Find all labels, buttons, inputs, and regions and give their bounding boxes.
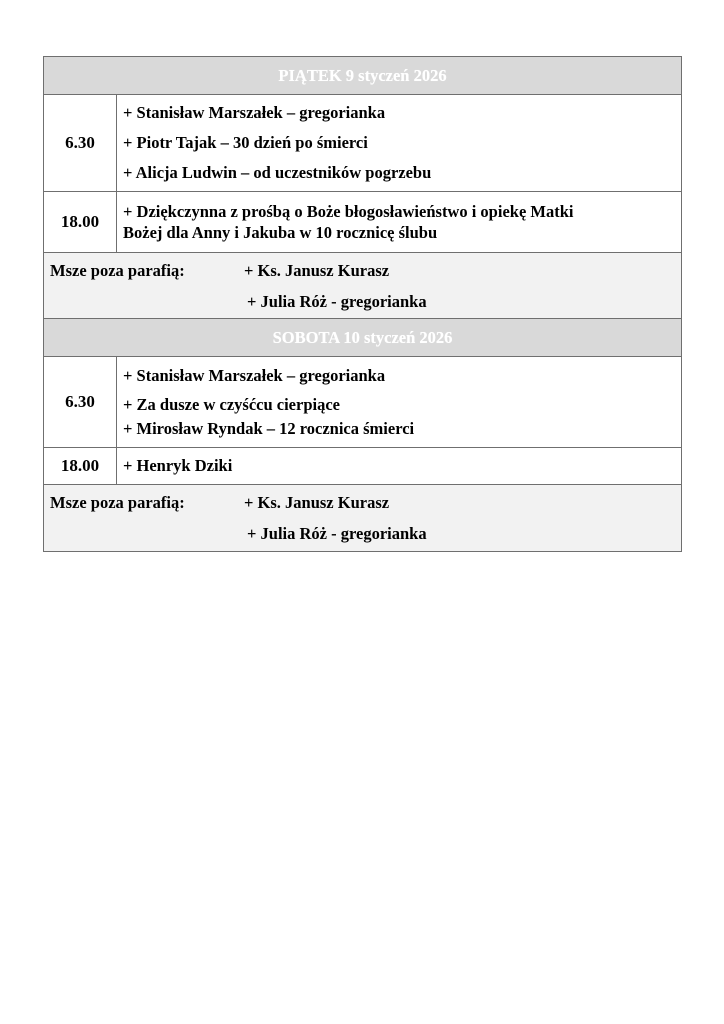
outside-mass-item: + Julia Róż - gregorianka [247,524,427,543]
mass-time: 6.30 [44,95,117,192]
day-header-row [44,57,682,95]
mass-intentions [117,192,682,253]
mass-time: 18.00 [44,192,117,253]
intention: + Stanisław Marszałek – gregorianka [123,103,386,122]
intention: + Stanisław Marszałek – gregorianka [123,365,386,385]
day-header: SOBOTA 10 styczeń 2026 [44,319,682,357]
mass-row [44,95,682,192]
mass-intentions [117,357,682,448]
outside-masses-label: Msze poza parafią: [50,493,185,512]
outside-mass-item: + Julia Róż - gregorianka [247,291,427,311]
mass-intentions [117,448,682,485]
mass-row [44,448,682,485]
day-header: PIĄTEK 9 styczeń 2026 [44,57,682,95]
day-header-row [44,319,682,357]
intention: + Mirosław Ryndak – 12 rocznica śmierci [123,418,415,438]
mass-row [44,357,682,448]
intention: + Piotr Tajak – 30 dzień po śmierci [123,133,368,152]
mass-schedule-table [43,56,682,552]
outside-masses-row [44,253,682,319]
mass-time: 18.00 [44,448,117,485]
intention: Bożej dla Anny i Jakuba w 10 rocznicę ślubu [123,223,438,242]
intention: + Dziękczynna z prośbą o Boże błogosławieństwo i opiekę Matki [123,202,574,221]
intention: + Alicja Ludwin – od uczestników pogrzebu [123,163,432,182]
mass-time: 6.30 [44,357,117,448]
intention: + Henryk Dziki [123,456,233,475]
outside-mass-item: + Ks. Janusz Kurasz [244,493,390,512]
outside-masses [44,253,682,319]
outside-masses-label: Msze poza parafią: [50,260,185,280]
outside-masses [44,485,682,552]
mass-intentions [117,95,682,192]
outside-mass-item: + Ks. Janusz Kurasz [244,260,390,280]
outside-masses-row [44,485,682,552]
intention: + Za dusze w czyśćcu cierpiące [123,394,340,414]
mass-row [44,192,682,253]
